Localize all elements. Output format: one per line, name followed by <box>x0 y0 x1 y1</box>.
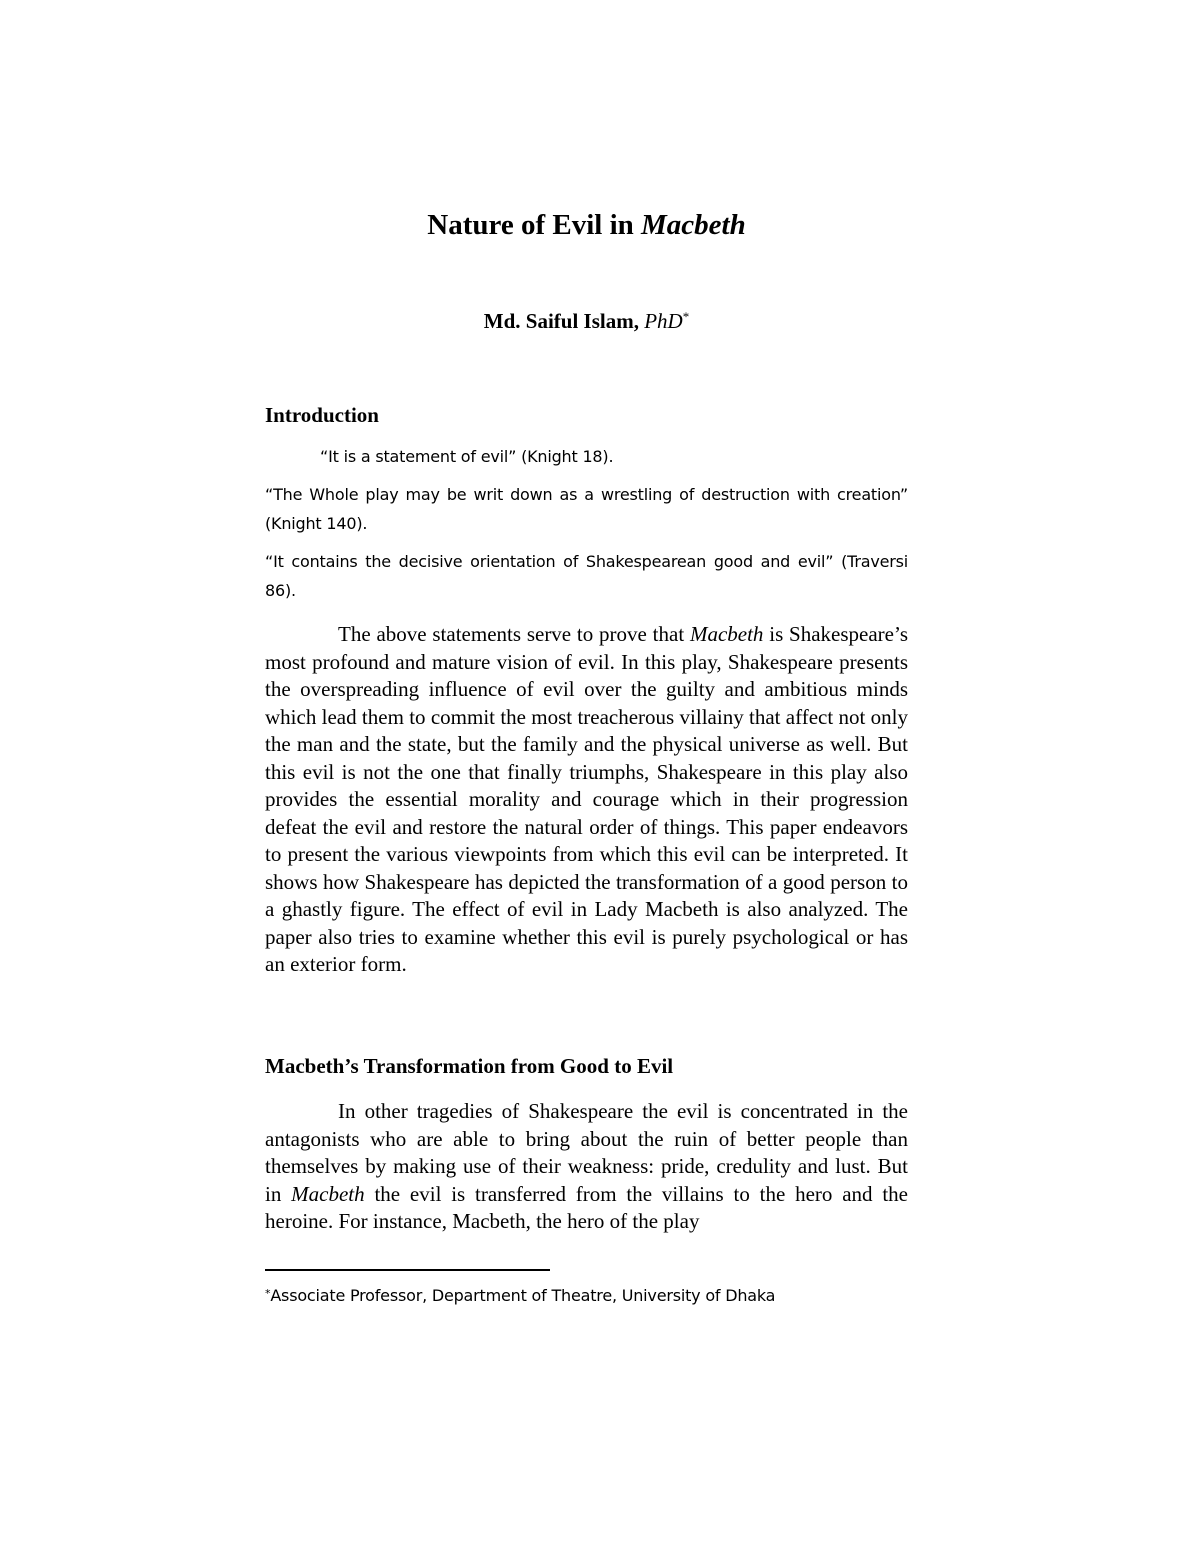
intro-para-part1: The above statements serve to prove that <box>338 622 690 646</box>
section-2-paragraph <box>265 1098 908 1236</box>
author-line <box>0 306 1173 336</box>
author-name: Md. Saiful Islam, <box>483 309 645 333</box>
footnote-mark: * <box>265 1287 271 1300</box>
paper-title <box>0 205 1173 245</box>
title-italic-text: Macbeth <box>641 209 746 241</box>
epigraph-quote-1 <box>265 442 908 471</box>
epigraph-quote-3 <box>265 547 908 605</box>
introduction-paragraph <box>265 621 908 979</box>
epigraph-quote-2 <box>265 480 908 538</box>
author-degree: PhD <box>644 309 683 333</box>
footnote-text: Associate Professor, Department of Theatre, University of Dhaka <box>270 1286 776 1305</box>
footnote-separator <box>265 1269 550 1271</box>
intro-para-part2: is Shakespeare’s most profound and mature vision of evil. In this play, Shakespeare presents the overspreading influence of evil over the guilty and ambitious minds which lead them to commit the most treacherous villainy that affect not only the man and the state, but the family and the physical universe as well. But this evil is not the one that finally triumphs, Shakespeare in this play also provides the essential morality and courage which in their progression defeat the evil and restore the natural order of things. This paper endeavors to present the various viewpoints from which this evil can be interpreted. It shows how Shakespeare has depicted the transformation of a good person to a ghastly figure. The effect of evil in Lady Macbeth is also analyzed. The paper also tries to examine whether this evil is purely psychological or has an exterior form. <box>265 622 908 976</box>
quote-1-text: “It is a statement of evil” (Knight 18). <box>320 447 614 466</box>
intro-para-italic: Macbeth <box>689 622 764 646</box>
section-2-italic: Macbeth <box>291 1181 365 1206</box>
section-2-heading: Macbeth’s Transformation from Good to Evil <box>265 1054 674 1078</box>
section-2-part1: In other tragedies of Shakespeare the evil is concentrated in the antagonists who are able to bring about the ruin of better people than themselves by making use of their weakness: pride, credulity and lust. But in <box>265 1099 908 1206</box>
introduction-heading: Introduction <box>265 403 379 427</box>
title-main-text: Nature of Evil in <box>427 209 642 241</box>
quote-2-text: “The Whole play may be writ down as a wrestling of destruction with creation” (Knight 140). <box>265 485 908 533</box>
author-footnote-mark: * <box>682 309 690 324</box>
quote-3-text: “It contains the decisive orientation of Shakespearean good and evil” (Traversi 86). <box>265 552 908 600</box>
footnote <box>265 1285 775 1307</box>
section-2-part2: the evil is transferred from the villains to the hero and the heroine. For instance, Macbeth, the hero of the play <box>265 1181 908 1233</box>
